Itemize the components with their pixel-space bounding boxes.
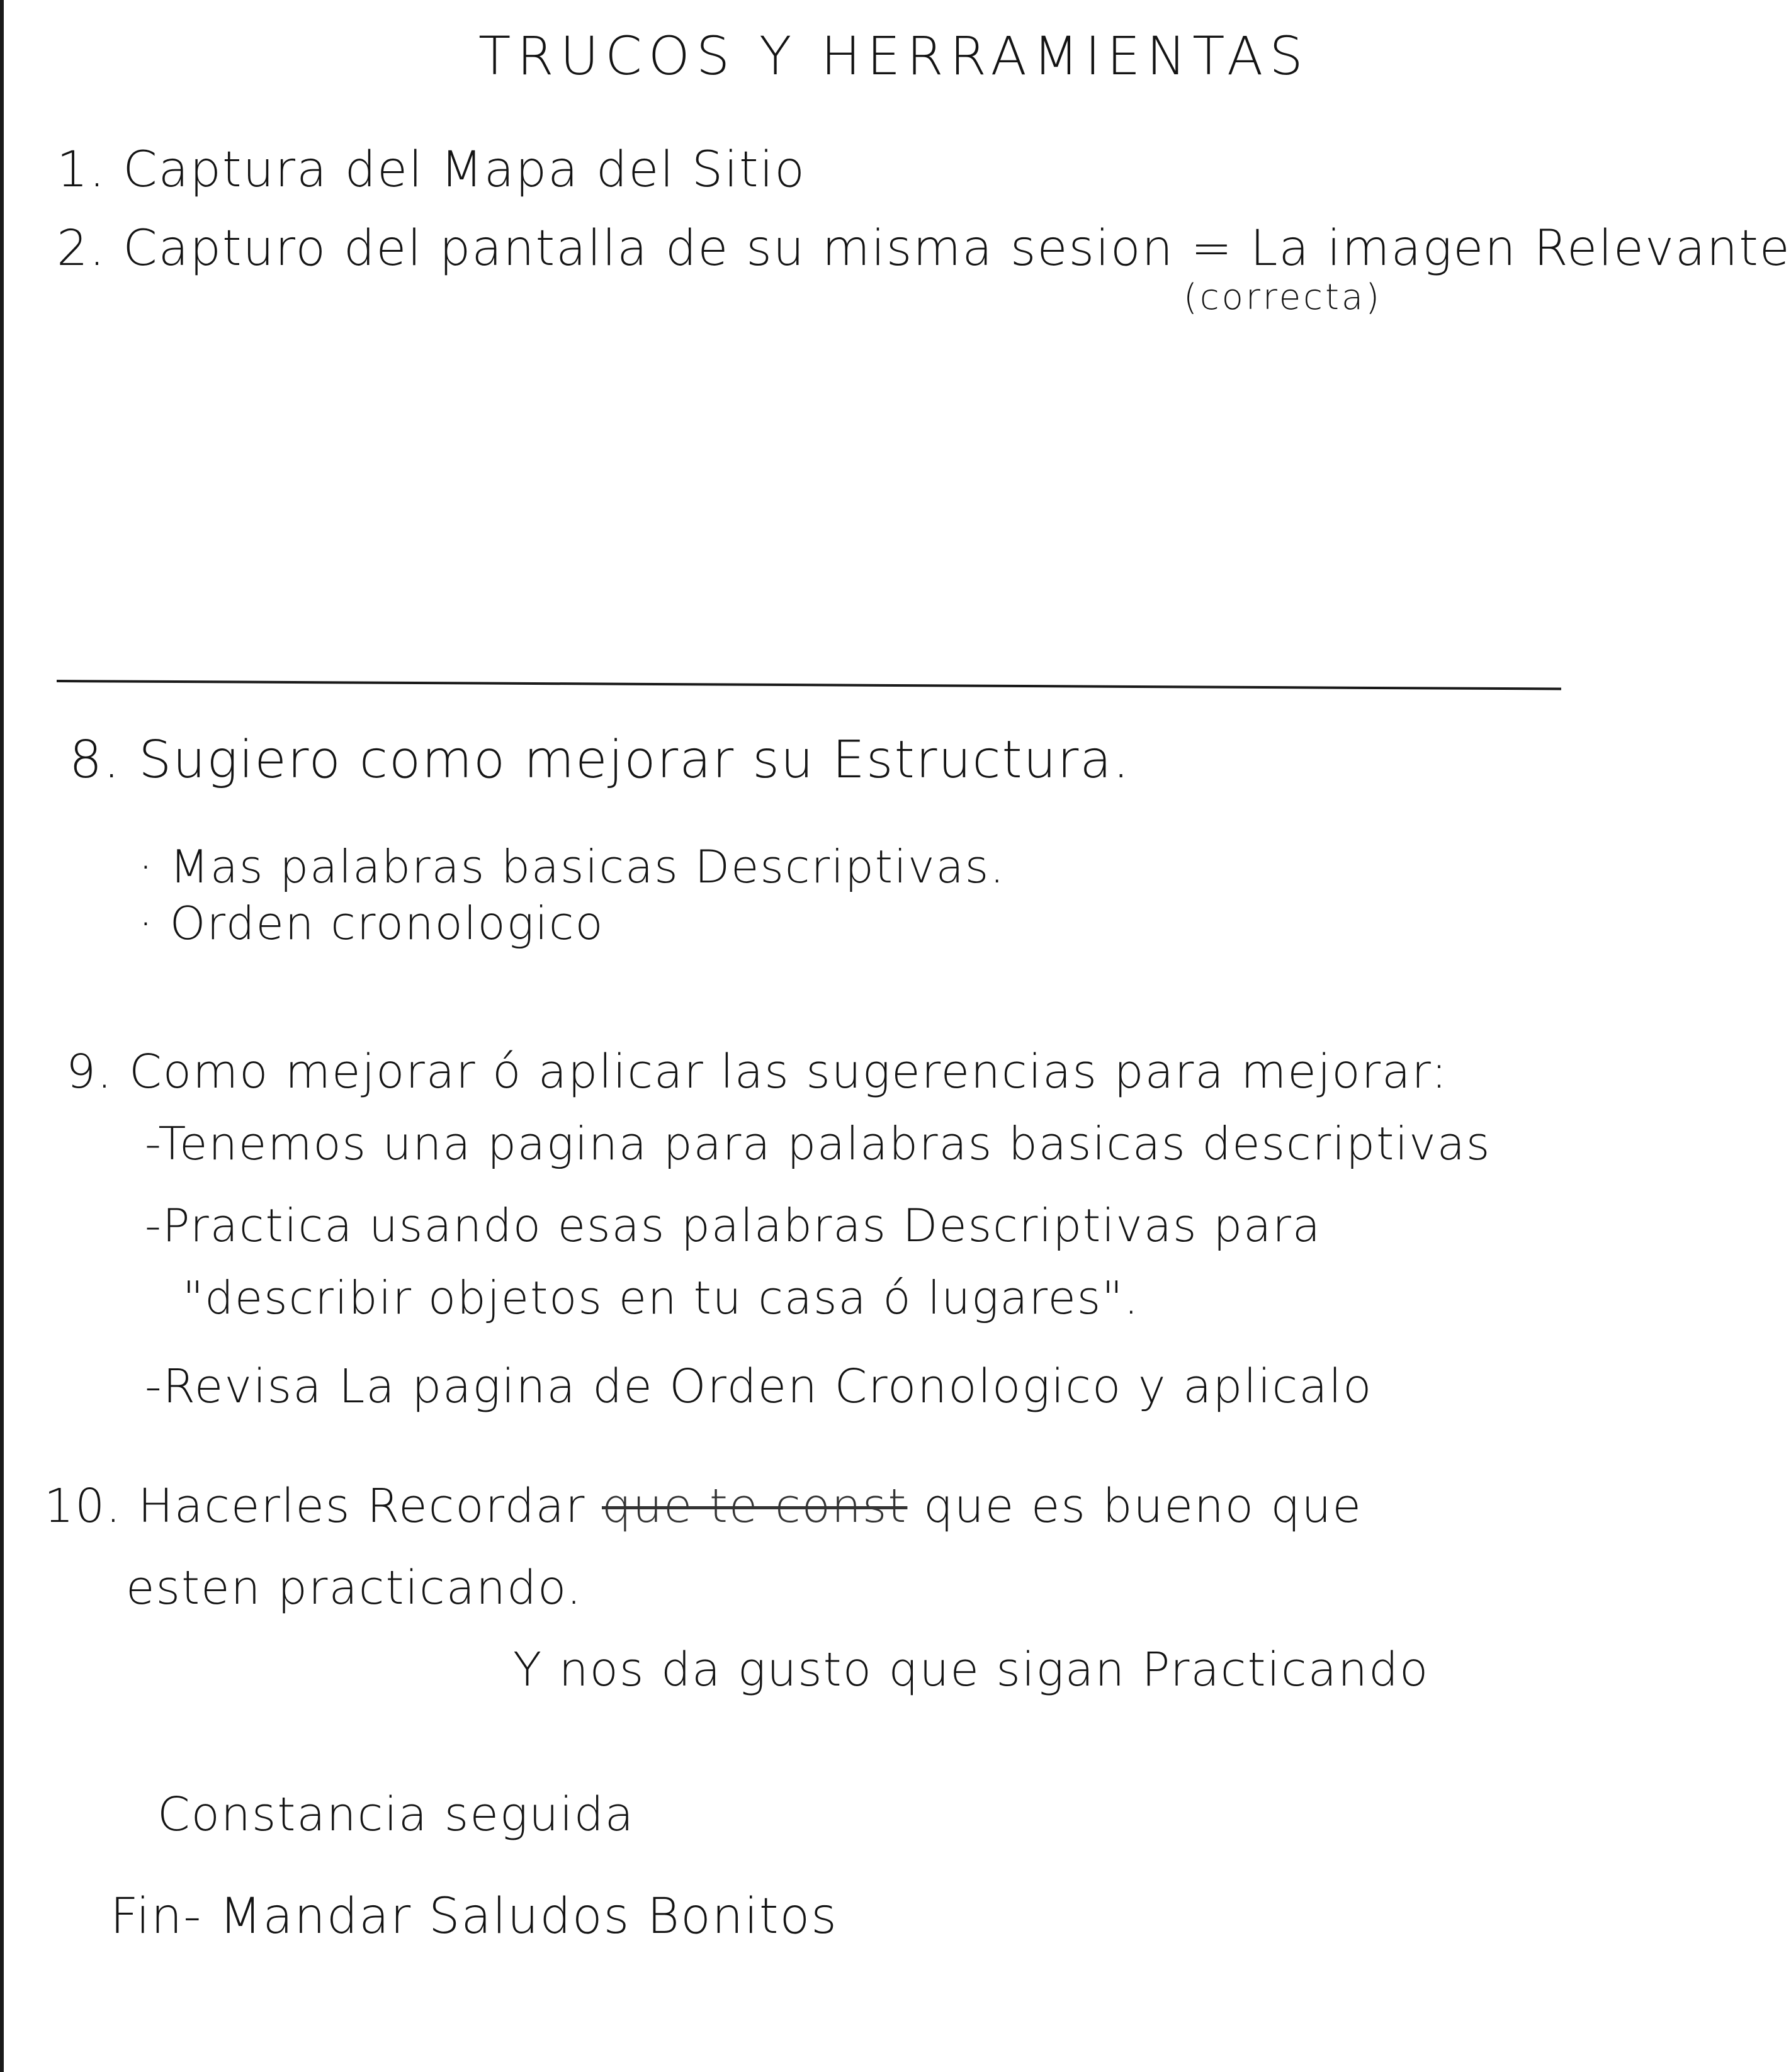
page-left-edge xyxy=(0,0,4,2072)
item-10-line-2: esten practicando. xyxy=(126,1561,583,1615)
item-9-point: -Tenemos una pagina para palabras basicas descriptivas xyxy=(145,1117,1491,1170)
item-8-bullet: · Orden cronologico xyxy=(138,897,604,950)
item-2: 2. Capturo del pantalla de su misma sesion = La imagen Relevante xyxy=(57,220,1791,277)
page-title: TRUCOS Y HERRAMIENTAS xyxy=(478,25,1309,87)
item-9: 9. Como mejorar ó aplicar las sugerencias para mejorar: xyxy=(66,1045,1449,1099)
horizontal-divider xyxy=(57,680,1561,690)
item-2-note: (correcta) xyxy=(1184,277,1382,318)
item-10 xyxy=(44,1479,1362,1533)
item-9-point: -Practica usando esas palabras Descriptivas para xyxy=(145,1199,1321,1252)
item-9-point: "describir objetos en tu casa ó lugares". xyxy=(183,1271,1140,1324)
item-9-point: -Revisa La pagina de Orden Cronologico y aplicalo xyxy=(145,1360,1373,1414)
closing-line-1: Constancia seguida xyxy=(157,1788,635,1842)
item-10-line-3: Y nos da gusto que sigan Practicando xyxy=(513,1643,1430,1697)
item-10-struck-text: que te const xyxy=(601,1479,908,1533)
item-10-suffix: que es bueno que xyxy=(923,1479,1362,1533)
item-8: 8. Sugiero como mejorar su Estructura. xyxy=(69,730,1131,790)
item-10-prefix: 10. Hacerles Recordar xyxy=(44,1479,586,1533)
closing-line-2: Fin- Mandar Saludos Bonitos xyxy=(110,1888,838,1945)
item-1: 1. Captura del Mapa del Sitio xyxy=(57,142,806,198)
item-8-bullet: · Mas palabras basicas Descriptivas. xyxy=(138,840,1006,893)
